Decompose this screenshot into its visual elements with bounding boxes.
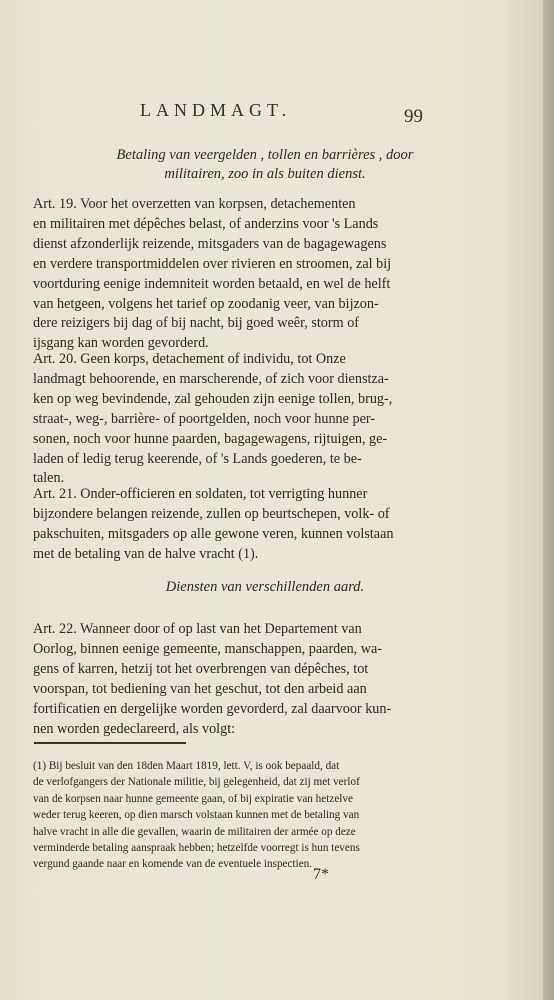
article-line: van hetgeen, volgens het tarief op zoodanig veer, van bijzon- — [33, 295, 379, 312]
article-21 — [33, 485, 433, 565]
article-line: laden of ledig terug keerende, of 's Lands goederen, te be- — [33, 450, 362, 467]
article-line: voortduring eenige indemniteit worden betaald, en wel de helft — [33, 275, 391, 292]
section-heading-services — [60, 578, 470, 597]
article-line: met de betaling van de halve vracht (1). — [33, 545, 259, 562]
heading-line: Betaling van veergelden , tollen en barrières , door — [116, 147, 414, 163]
article-line: voorspan, tot bediening van het geschut, tot den arbeid aan — [33, 680, 367, 697]
footnote-line: halve vracht in alle die gevallen, waarin de militairen der armée op deze — [33, 825, 356, 838]
article-line: gens of karren, hetzij tot het overbrengen van dépêches, tot — [33, 660, 369, 677]
article-20 — [33, 350, 433, 489]
article-19 — [33, 195, 433, 354]
article-line: Art. 19. Voor het overzetten van korpsen, detachementen — [33, 196, 356, 212]
heading-line: militairen, zoo in als buiten dienst. — [164, 166, 366, 182]
article-line: bijzondere belangen reizende, zullen op beurtschepen, volk- of — [33, 505, 390, 522]
article-line: Oorlog, binnen eenige gemeente, manschappen, paarden, wa- — [33, 640, 383, 657]
article-line: nen worden gedeclareerd, als volgt: — [33, 720, 236, 737]
footnote-line: weder terug keeren, op dien marsch volstaan kunnen met de betaling van — [33, 809, 360, 822]
footnote-line: verminderde betaling aanspraak hebben; hetzelfde voorregt is hun tevens — [33, 842, 360, 855]
article-line: fortificatien en dergelijke worden gevorderd, zal daarvoor kun- — [33, 700, 392, 717]
heading-line: Diensten van verschillenden aard. — [165, 579, 365, 595]
footnote-line: (1) Bij besluit van den 18den Maart 1819, lett. V, is ook bepaald, dat — [33, 760, 340, 772]
signature-mark: 7* — [313, 866, 329, 883]
article-line: pakschuiten, mitsgaders op alle gewone veren, kunnen volstaan — [33, 525, 394, 542]
footnote-line: van de korpsen naar hunne gemeente gaan, of bij expiratie van hetzelve — [33, 792, 353, 805]
article-line: en militairen met dépêches belast, of anderzins voor 's Lands — [33, 215, 379, 232]
footnote-divider — [34, 742, 186, 744]
article-line: straat-, weg-, barrière- of poortgelden, noch voor hunne per- — [33, 410, 376, 427]
article-line: Art. 22. Wanneer door of op last van het Departement van — [33, 621, 362, 637]
footnote — [33, 758, 433, 873]
article-line: ken op weg bevindende, zal gehouden zijn eenige tollen, brug-, — [33, 390, 393, 407]
article-line: sonen, noch voor hunne paarden, bagagewagens, rijtuigen, ge- — [33, 430, 388, 447]
article-line: talen. — [33, 470, 65, 487]
article-line: landmagt behoorende, en marscherende, of zich voor dienstza- — [33, 370, 389, 387]
article-line: dere reizigers bij dag of bij nacht, bij goed weêr, storm of — [33, 315, 360, 332]
footnote-line: de verlofgangers der Nationale militie, bij gelegenheid, dat zij met verlof — [33, 776, 360, 789]
running-head: LANDMAGT. — [140, 100, 292, 120]
article-line: dienst afzonderlijk reizende, mitsgaders van de bagagewagens — [33, 235, 387, 252]
article-line: Art. 20. Geen korps, detachement of individu, tot Onze — [33, 351, 346, 367]
article-line: en verdere transportmiddelen over rivieren en stroomen, zal bij — [33, 255, 392, 272]
book-gutter-edge — [543, 0, 554, 1000]
article-22 — [33, 620, 433, 739]
article-line: Art. 21. Onder-officieren en soldaten, tot verrigting hunner — [33, 486, 368, 502]
section-heading-toll-payment — [60, 146, 470, 184]
article-line: ijsgang kan worden gevorderd. — [33, 335, 209, 352]
page-number: 99 — [404, 106, 423, 127]
footnote-line: vergund gaande naar en komende van de eventuele inspectien. — [33, 858, 313, 871]
